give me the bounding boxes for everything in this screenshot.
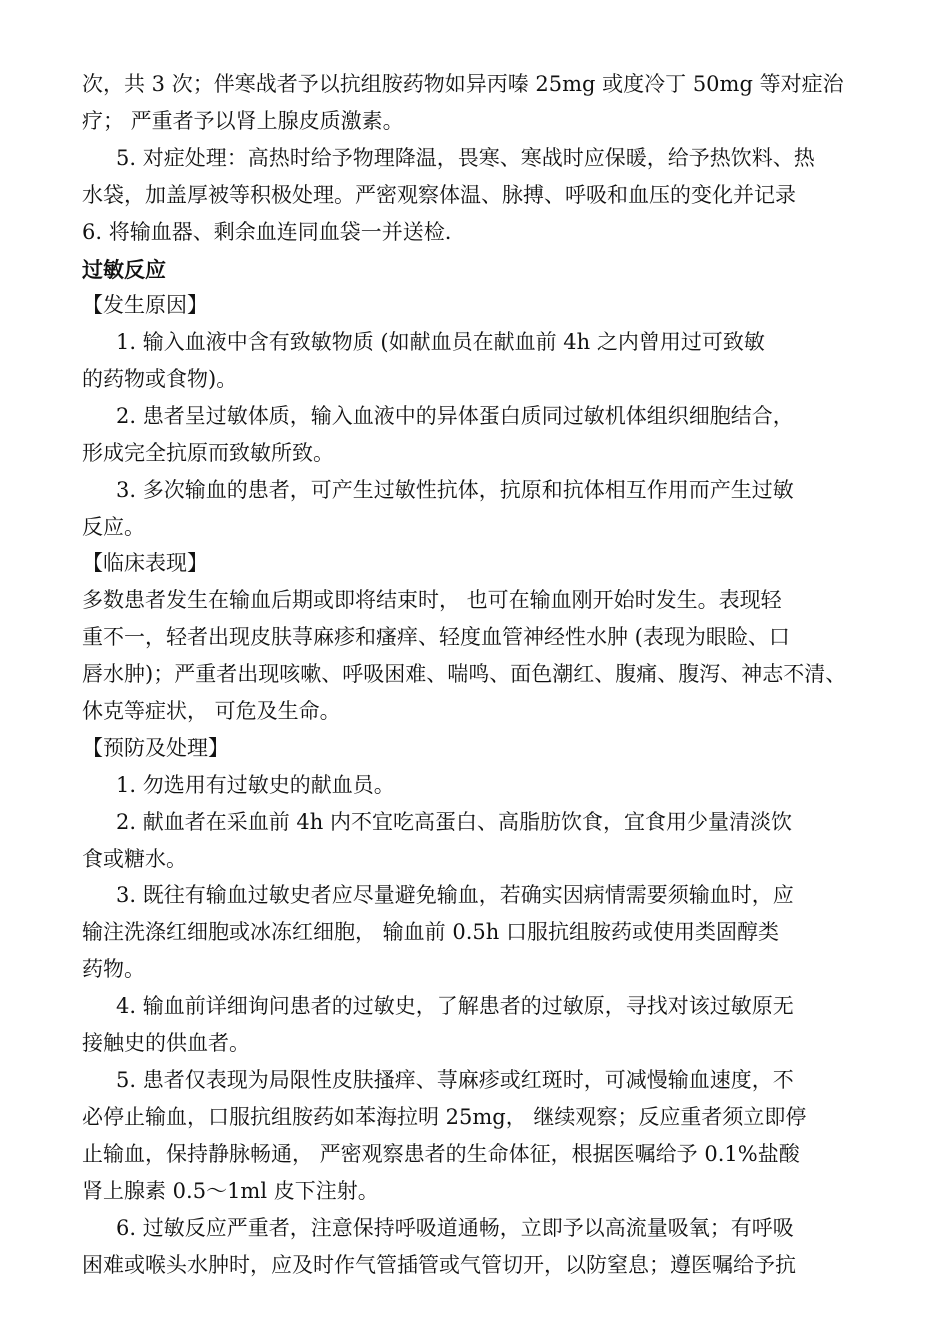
text-line: 输注洗涤红细胞或冰冻红细胞， 输血前 0.5h 口服抗组胺药或使用类固醇类 bbox=[82, 920, 779, 944]
text-line: 多数患者发生在输血后期或即将结束时， 也可在输血刚开始时发生。表现轻 bbox=[82, 588, 782, 612]
text-line: 1. 输入血液中含有致敏物质 (如献血员在献血前 4h 之内曾用过可致敏 bbox=[116, 330, 765, 354]
text-line: 反应。 bbox=[82, 515, 145, 539]
text-line: 2. 患者呈过敏体质，输入血液中的异体蛋白质同过敏机体组织细胞结合， bbox=[116, 404, 794, 428]
text-line: 肾上腺素 0.5～1ml 皮下注射。 bbox=[82, 1179, 379, 1203]
text-line: 3. 既往有输血过敏史者应尽量避免输血，若确实因病情需要须输血时，应 bbox=[116, 883, 794, 907]
prevention-heading: 【预防及处理】 bbox=[82, 736, 229, 760]
text-line: 4. 输血前详细询问患者的过敏史，了解患者的过敏原，寻找对该过敏原无 bbox=[116, 994, 794, 1018]
text-line: 5. 患者仅表现为局限性皮肤搔痒、荨麻疹或红斑时，可减慢输血速度，不 bbox=[116, 1068, 794, 1092]
text-line: 药物。 bbox=[82, 957, 145, 981]
text-line: 重不一，轻者出现皮肤荨麻疹和瘙痒、轻度血管神经性水肿 (表现为眼睑、口 bbox=[82, 625, 790, 649]
text-line: 困难或喉头水肿时，应及时作气管插管或气管切开，以防窒息；遵医嘱给予抗 bbox=[82, 1253, 796, 1277]
cause-heading: 【发生原因】 bbox=[82, 293, 208, 317]
text-line: 疗； 严重者予以肾上腺皮质激素。 bbox=[82, 109, 404, 133]
section-title: 过敏反应 bbox=[82, 257, 166, 282]
text-line: 次，共 3 次；伴寒战者予以抗组胺药物如异丙嗪 25mg 或度冷丁 50mg 等对症治 bbox=[82, 72, 844, 96]
text-line: 唇水肿)；严重者出现咳嗽、呼吸困难、喘鸣、面色潮红、腹痛、腹泻、神志不清、 bbox=[82, 662, 847, 686]
clinical-heading: 【临床表现】 bbox=[82, 551, 208, 575]
text-line: 止输血，保持静脉畅通， 严密观察患者的生命体征，根据医嘱给予 0.1%盐酸 bbox=[82, 1142, 800, 1166]
text-line: 6. 将输血器、剩余血连同血袋一并送检. bbox=[82, 220, 452, 244]
text-line: 的药物或食物)。 bbox=[82, 367, 238, 391]
text-line: 1. 勿选用有过敏史的献血员。 bbox=[116, 773, 395, 797]
text-line: 形成完全抗原而致敏所致。 bbox=[82, 441, 334, 465]
text-line: 水袋，加盖厚被等积极处理。严密观察体温、脉搏、呼吸和血压的变化并记录 bbox=[82, 183, 796, 207]
text-line: 接触史的供血者。 bbox=[82, 1031, 250, 1055]
text-line: 5. 对症处理：高热时给予物理降温，畏寒、寒战时应保暖，给予热饮料、热 bbox=[116, 146, 815, 170]
text-line: 休克等症状， 可危及生命。 bbox=[82, 699, 341, 723]
text-line: 2. 献血者在采血前 4h 内不宜吃高蛋白、高脂肪饮食，宜食用少量清淡饮 bbox=[116, 810, 792, 834]
text-line: 食或糖水。 bbox=[82, 847, 187, 871]
text-line: 6. 过敏反应严重者，注意保持呼吸道通畅，立即予以高流量吸氧；有呼吸 bbox=[116, 1216, 794, 1240]
text-line: 必停止输血，口服抗组胺药如苯海拉明 25mg， 继续观察；反应重者须立即停 bbox=[82, 1105, 807, 1129]
text-line: 3. 多次输血的患者，可产生过敏性抗体，抗原和抗体相互作用而产生过敏 bbox=[116, 478, 794, 502]
